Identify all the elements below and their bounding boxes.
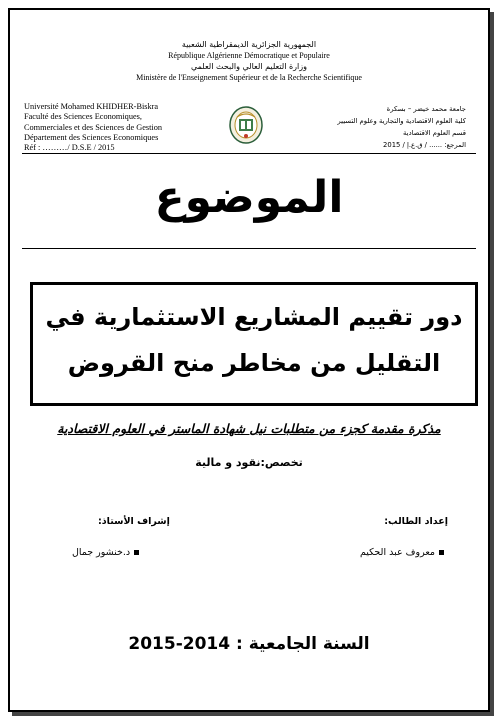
department-name-ar: قسم العلوم الاقتصادية	[403, 129, 466, 137]
reference-fr: Réf : ………/ D.S.E / 2015	[24, 143, 115, 153]
department-name-fr: Département des Sciences Economiques	[24, 132, 159, 142]
university-name-fr: Université Mohamed KHIDHER-Biskra	[24, 102, 159, 111]
university-info-ar	[306, 103, 466, 151]
student-name: معروف عبد الحكيم	[359, 547, 435, 558]
thesis-title-line1: دور تقييم المشاريع الاستثمارية في	[45, 303, 463, 331]
university-emblem-icon	[228, 105, 264, 145]
reference-ar: المرجع: ...... / ق.ع.إ / 2015	[383, 141, 466, 149]
student-label: إعداد الطالب:	[384, 516, 448, 527]
header-ministry-fr: Ministère de l'Enseignement Supérieur et de la Recherche Scientifique	[136, 73, 362, 82]
faculty-name-ar: كلية العلوم الاقتصادية والتجارية وعلوم التسيير	[337, 117, 466, 125]
thesis-title-line2: التقليل من مخاطر منح القروض	[67, 349, 441, 377]
memo-description: مذكرة مقدمة كجزء من متطلبات نيل شهادة الماستر في العلوم الاقتصادية	[57, 421, 441, 436]
academic-year: السنة الجامعية : 2014-2015	[128, 634, 370, 654]
bullet-icon	[134, 550, 139, 555]
supervisor-entry	[72, 547, 143, 558]
header-divider	[22, 153, 476, 154]
supervisor-label: إشراف الأستاذ:	[98, 516, 170, 527]
faculty-name-fr-cont: Commerciales et des Sciences de Gestion	[24, 122, 163, 132]
specialty: تخصص:نقود و مالية	[195, 456, 303, 469]
subject-heading: الموضوع	[154, 172, 344, 223]
student-entry	[360, 547, 448, 558]
thesis-title-box	[30, 282, 478, 406]
thesis-cover-page	[8, 8, 490, 712]
header-ministry-ar: وزارة التعليم العالي والبحث العلمي	[191, 62, 307, 71]
header-republic-fr: République Algérienne Démocratique et Populaire	[168, 51, 330, 60]
bullet-icon	[439, 550, 444, 555]
university-name-ar: جامعة محمد خيضر – بسكرة	[386, 105, 466, 113]
supervisor-name: د.خنشور جمال	[72, 547, 131, 558]
header-republic-ar: الجمهورية الجزائرية الديمقراطية الشعبية	[181, 40, 317, 49]
faculty-name-fr: Faculté des Sciences Economiques,	[24, 112, 142, 122]
university-info-fr	[24, 102, 209, 153]
subject-divider	[22, 248, 476, 249]
